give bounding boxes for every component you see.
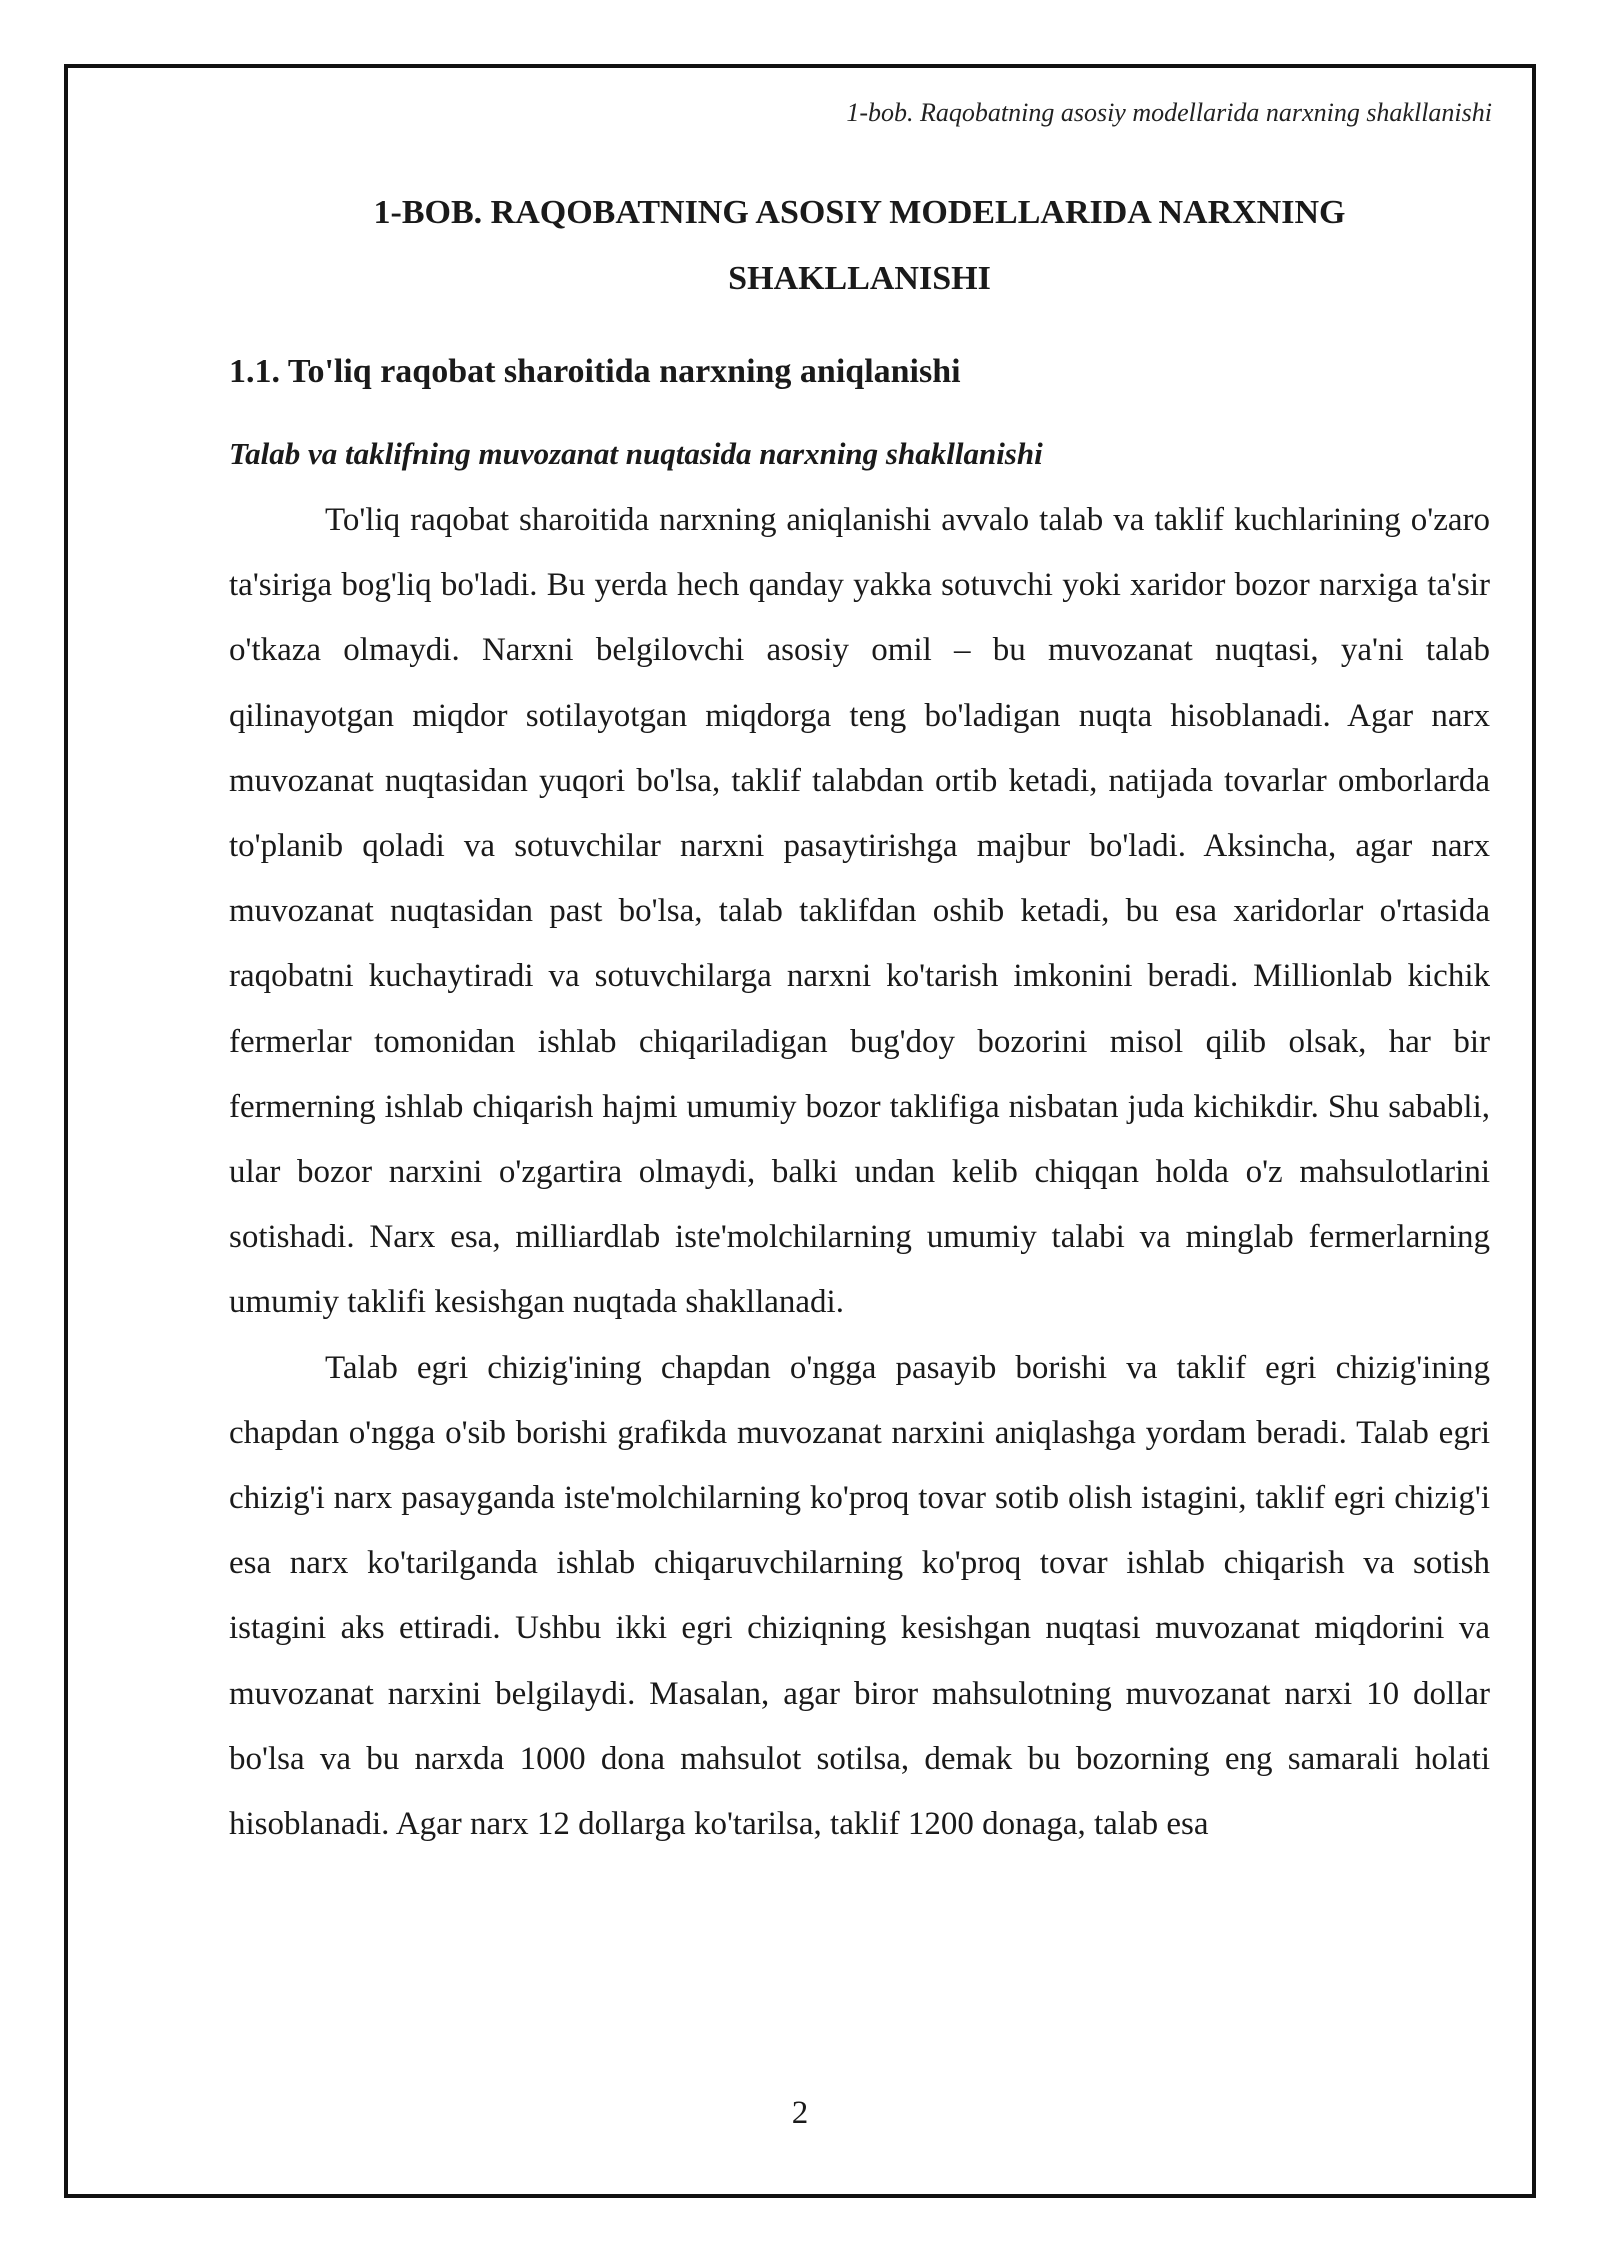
subsection-title: Talab va taklifning muvozanat nuqtasida narxning shakllanishi [229,436,1043,471]
body-paragraph: To'liq raqobat sharoitida narxning aniqlanishi avvalo talab va taklif kuchlarining o'zaro ta'siriga bog'liq bo'ladi. Bu yerda hech qanday yakka sotuvchi yoki xaridor bozor narxiga ta'sir o'tkaza olmaydi. Narxni belgilovchi asosiy omil – bu muvozanat nuqtasi, ya'ni talab qilinayotgan miqdor sotilayotgan miqdorga teng bo'ladigan nuqta hisoblanadi. Agar narx muvozanat nuqtasidan yuqori bo'lsa, taklif talabdan ortib ketadi, natijada tovarlar omborlarda to'planib qoladi va sotuvchilar narxni pasaytirishga majbur bo'ladi. Aksincha, agar narx muvozanat nuqtasidan past bo'lsa, talab taklifdan oshib ketadi, bu esa xaridorlar o'rtasida raqobatni kuchaytiradi va sotuvchilarga narxni ko'tarish imkonini beradi. Millionlab kichik fermerlar tomonidan ishlab chiqariladigan bug'doy bozorini misol qilib olsak, har bir fermerning ishlab chiqarish hajmi umumiy bozor taklifiga nisbatan juda kichikdir. Shu sababli, ular bozor narxini o'zgartira olmaydi, balki undan kelib chiqqan holda o'z mahsulotlarini sotishadi. Narx esa, milliardlab iste'molchilarning umumiy talabi va minglab fermerlarning umumiy taklifi kesishgan nuqtada shakllanadi. [229,502,1490,1321]
section-title: 1.1. To'liq raqobat sharoitida narxning aniqlanishi [229,353,961,390]
chapter-title: 1-BOB. RAQOBATNING ASOSIY MODELLARIDA NARXNING SHAKLLANISHI [373,194,1346,297]
page-number: 2 [791,2095,809,2131]
running-header: 1-bob. Raqobatning asosiy modellarida narxning shakllanishi [846,98,1492,127]
body-paragraph: Talab egri chizig'ining chapdan o'ngga pasayib borishi va taklif egri chizig'ining chapdan o'ngga o'sib borishi grafikda muvozanat narxini aniqlashga yordam beradi. Talab egri chizig'i narx pasayganda iste'molchilarning ko'proq tovar sotib olish istagini, taklif egri chizig'i esa narx ko'tarilganda ishlab chiqaruvchilarning ko'proq tovar ishlab chiqarish va sotish istagini aks ettiradi. Ushbu ikki egri chiziqning kesishgan nuqtasi muvozanat miqdorini va muvozanat narxini belgilaydi. Masalan, agar biror mahsulotning muvozanat narxi 10 dollar bo'lsa va bu narxda 1000 dona mahsulot sotilsa, demak bu bozorning eng samarali holati hisoblanadi. Agar narx 12 dollarga ko'tarilsa, taklif 1200 donaga, talab esa [229,1349,1490,1843]
page-content [229,180,1490,1857]
